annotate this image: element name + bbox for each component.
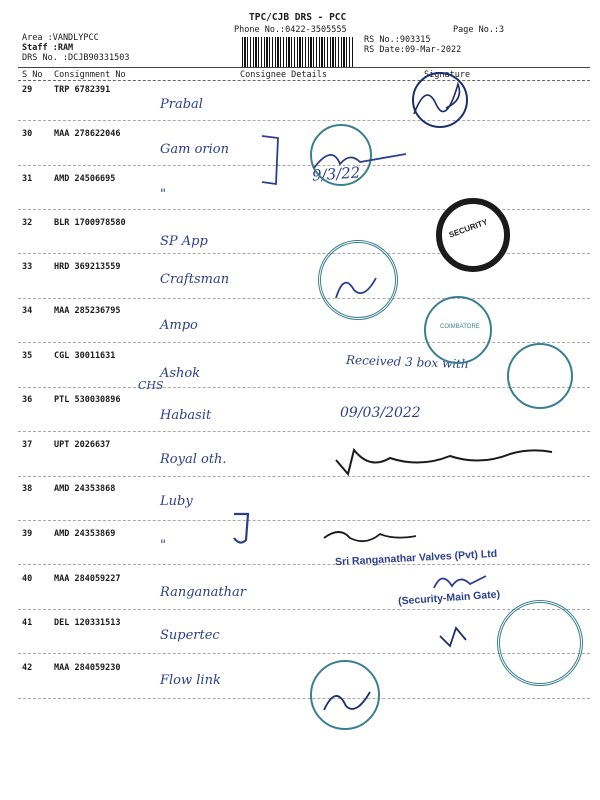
bracket-mark-2 (228, 510, 268, 550)
row-sno: 36 (22, 395, 33, 405)
consignment-number: BLR 1700978580 (54, 218, 126, 228)
consignment-number: AMD 24353868 (54, 484, 116, 494)
consignee-handwritten: Prabal (160, 97, 203, 112)
document-title: TPC/CJB DRS - PCC (249, 12, 347, 23)
stamp-ampo-city: COIMBATORE (440, 324, 480, 330)
drs-number: DRS No. :DCJB90331503 (22, 53, 130, 63)
stamp-ranganathar-dept: (Security-Main Gate) (397, 588, 501, 608)
consignee-handwritten: Ashok (160, 366, 201, 381)
staff-label: Staff :RAM (22, 43, 74, 53)
consignee-handwritten: Gam orion (160, 142, 229, 157)
stamp-security-round (436, 198, 510, 272)
consignment-number: UPT 2026637 (54, 440, 111, 450)
signature-40 (430, 566, 490, 594)
consignment-number: AMD 24506695 (54, 174, 116, 184)
handwritten-date-36: 09/03/2022 (340, 405, 421, 421)
row-sno: 30 (22, 129, 33, 139)
signature-37 (330, 440, 560, 480)
row-sno: 34 (22, 306, 33, 316)
consignment-number: MAA 278622046 (54, 129, 121, 139)
handwritten-date-30: 9/3/22 (311, 163, 361, 185)
row-divider (18, 520, 590, 521)
stamp-ashok (507, 343, 573, 409)
row-sno: 29 (22, 85, 33, 95)
col-header-consignment: Consignment No (54, 70, 126, 80)
consignee-handwritten: Royal oth. (160, 452, 227, 467)
col-header-sno: S No (22, 70, 43, 80)
stamp-ranganathar-company: Sri Ranganathar Valves (Pvt) Ltd (334, 547, 498, 569)
consignee-handwritten: Luby (160, 494, 193, 509)
signature-39 (320, 520, 420, 550)
consignment-number: MAA 284059227 (54, 574, 121, 584)
consignee-handwritten: Flow link (160, 673, 221, 688)
row-sno: 35 (22, 351, 33, 361)
handwritten-received-note: Received 3 box with (345, 352, 469, 372)
row-sno: 38 (22, 484, 33, 494)
consignment-number: DEL 120331513 (54, 618, 121, 628)
stamp-ampo (424, 296, 492, 364)
consignment-number: AMD 24353869 (54, 529, 116, 539)
stamp-security-text: SECURITY (447, 217, 489, 240)
row-sno: 31 (22, 174, 33, 184)
rs-number: RS No.:903315 (364, 35, 431, 45)
row-sno: 42 (22, 663, 33, 673)
row-sno: 41 (22, 618, 33, 628)
consignment-number: MAA 284059230 (54, 663, 121, 673)
row-sno: 40 (22, 574, 33, 584)
row-divider (18, 431, 590, 432)
row-divider (18, 698, 590, 699)
col-header-consignee: Consignee Details (240, 70, 327, 80)
row-divider (18, 165, 590, 166)
row-divider (18, 609, 590, 610)
consignment-number: MAA 285236795 (54, 306, 121, 316)
consignment-number: TRP 6782391 (54, 85, 111, 95)
handwritten-note-35: CHS (138, 379, 164, 392)
signature-42 (318, 680, 378, 720)
phone-number: Phone No.:0422-3505555 (234, 25, 347, 35)
row-divider (18, 298, 590, 299)
page-number: Page No.:3 (453, 25, 505, 35)
consignment-number: CGL 30011631 (54, 351, 116, 361)
row-sno: 37 (22, 440, 33, 450)
rs-date: RS Date:09-Mar-2022 (364, 45, 462, 55)
signature-29 (406, 74, 476, 124)
consignment-number: PTL 530030896 (54, 395, 121, 405)
barcode (242, 37, 354, 67)
consignee-handwritten: " (160, 187, 166, 202)
header-divider-bottom (18, 80, 590, 81)
row-divider (18, 387, 590, 388)
stamp-superteck (497, 600, 583, 686)
consignee-handwritten: Supertec (160, 628, 220, 643)
area-label: Area :VANDLYPCC (22, 33, 99, 43)
col-header-signature: Signature (424, 70, 471, 80)
row-sno: 33 (22, 262, 33, 272)
row-divider (18, 209, 590, 210)
row-divider (18, 342, 590, 343)
signature-30 (310, 140, 410, 180)
row-divider (18, 120, 590, 121)
row-sno: 39 (22, 529, 33, 539)
consignee-handwritten: Ranganathar (160, 585, 246, 600)
consignee-handwritten: Ampo (160, 318, 198, 333)
signature-33 (330, 268, 390, 308)
consignee-handwritten: SP App (160, 234, 208, 249)
signature-41 (436, 622, 476, 652)
row-sno: 32 (22, 218, 33, 228)
header-divider-top (18, 67, 590, 68)
consignee-handwritten: Craftsman (160, 272, 230, 287)
consignment-number: HRD 369213559 (54, 262, 121, 272)
row-divider (18, 564, 590, 565)
consignee-handwritten: " (160, 538, 166, 553)
bracket-mark (258, 132, 288, 192)
consignee-handwritten: Habasit (160, 408, 212, 423)
